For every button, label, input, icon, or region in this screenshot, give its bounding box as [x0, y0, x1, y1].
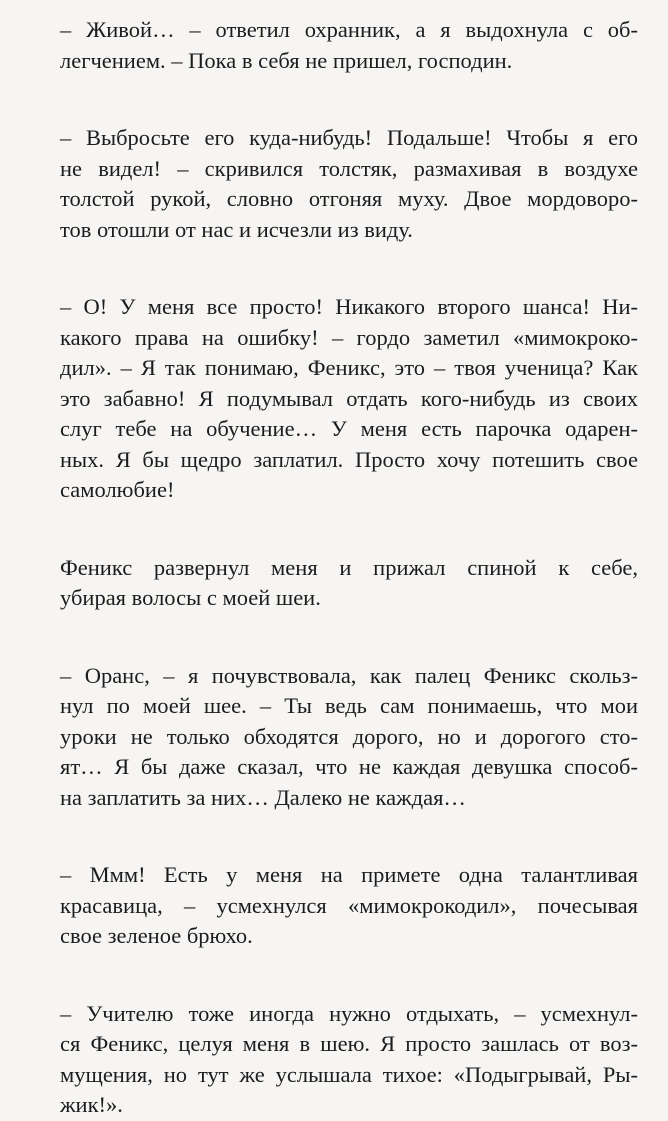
text-line: ят… Я бы даже сказал, что не каждая девушка способ- — [60, 754, 638, 779]
text-line: ся Феникс, целуя меня в шею. Я просто зашлась от воз- — [60, 1031, 638, 1056]
paragraph-4 — [60, 553, 638, 614]
text-line: ных. Я бы щедро заплатил. Просто хочу потешить свое — [60, 446, 638, 472]
text-line: – Ммм! Есть у меня на примете одна талантливая — [60, 862, 638, 887]
paragraph-6 — [60, 860, 638, 952]
text-line: – Оранс, – я почувствовала, как палец Феникс скольз- — [60, 662, 638, 688]
text-line: легчением. – Пока в себя не пришел, господин. — [60, 47, 513, 73]
text-line: слуг тебе на обучение… У меня есть парочка одарен- — [60, 416, 638, 441]
text-line: толстой рукой, словно отгоняя муху. Двое мордоворо- — [60, 186, 638, 211]
paragraph-2 — [60, 123, 638, 245]
text-line: какого права на ошибку! – гордо заметил «мимокроко- — [60, 324, 638, 350]
paragraph-3 — [60, 292, 638, 506]
text-line: – Живой… – ответил охранник, а я выдохнула с об- — [60, 17, 638, 42]
paragraph-1 — [60, 15, 638, 76]
text-line: убирая волосы с моей шеи. — [60, 585, 321, 610]
text-line: самолюбие! — [60, 477, 175, 502]
text-line: – Выбросьте его куда-нибудь! Подальше! Чтобы я его — [60, 125, 638, 150]
paragraph-7 — [60, 999, 638, 1121]
text-line: Феникс развернул меня и прижал спиной к себе, — [60, 554, 638, 580]
text-line: это забавно! Я подумывал отдать кого-нибудь из своих — [60, 385, 638, 411]
text-line: на заплатить за них… Далеко не каждая… — [60, 784, 466, 810]
text-line: красавица, – усмехнулся «мимокрокодил», почесывая — [60, 892, 638, 918]
text-line: свое зеленое брюхо. — [60, 923, 253, 948]
text-line: не видел! – скривился толстяк, размахивая в воздухе — [60, 155, 638, 181]
text-line: тов отошли от нас и исчезли из виду. — [60, 216, 413, 242]
text-line: жик!». — [60, 1092, 123, 1117]
text-line: уроки не только обходятся дорого, но и дорогого сто- — [60, 723, 638, 749]
text-line: нул по моей шее. – Ты ведь сам понимаешь, что мои — [60, 693, 638, 718]
text-line: – О! У меня все просто! Никакого второго шанса! Ни- — [60, 294, 638, 319]
text-line: дил». – Я так понимаю, Феникс, это – твоя ученица? Как — [60, 355, 638, 380]
text-line: – Учителю тоже иногда нужно отдыхать, – усмехнул- — [60, 1000, 638, 1026]
paragraph-5 — [60, 661, 638, 814]
text-line: мущения, но тут же услышала тихое: «Подыгрывай, Ры- — [60, 1061, 638, 1087]
